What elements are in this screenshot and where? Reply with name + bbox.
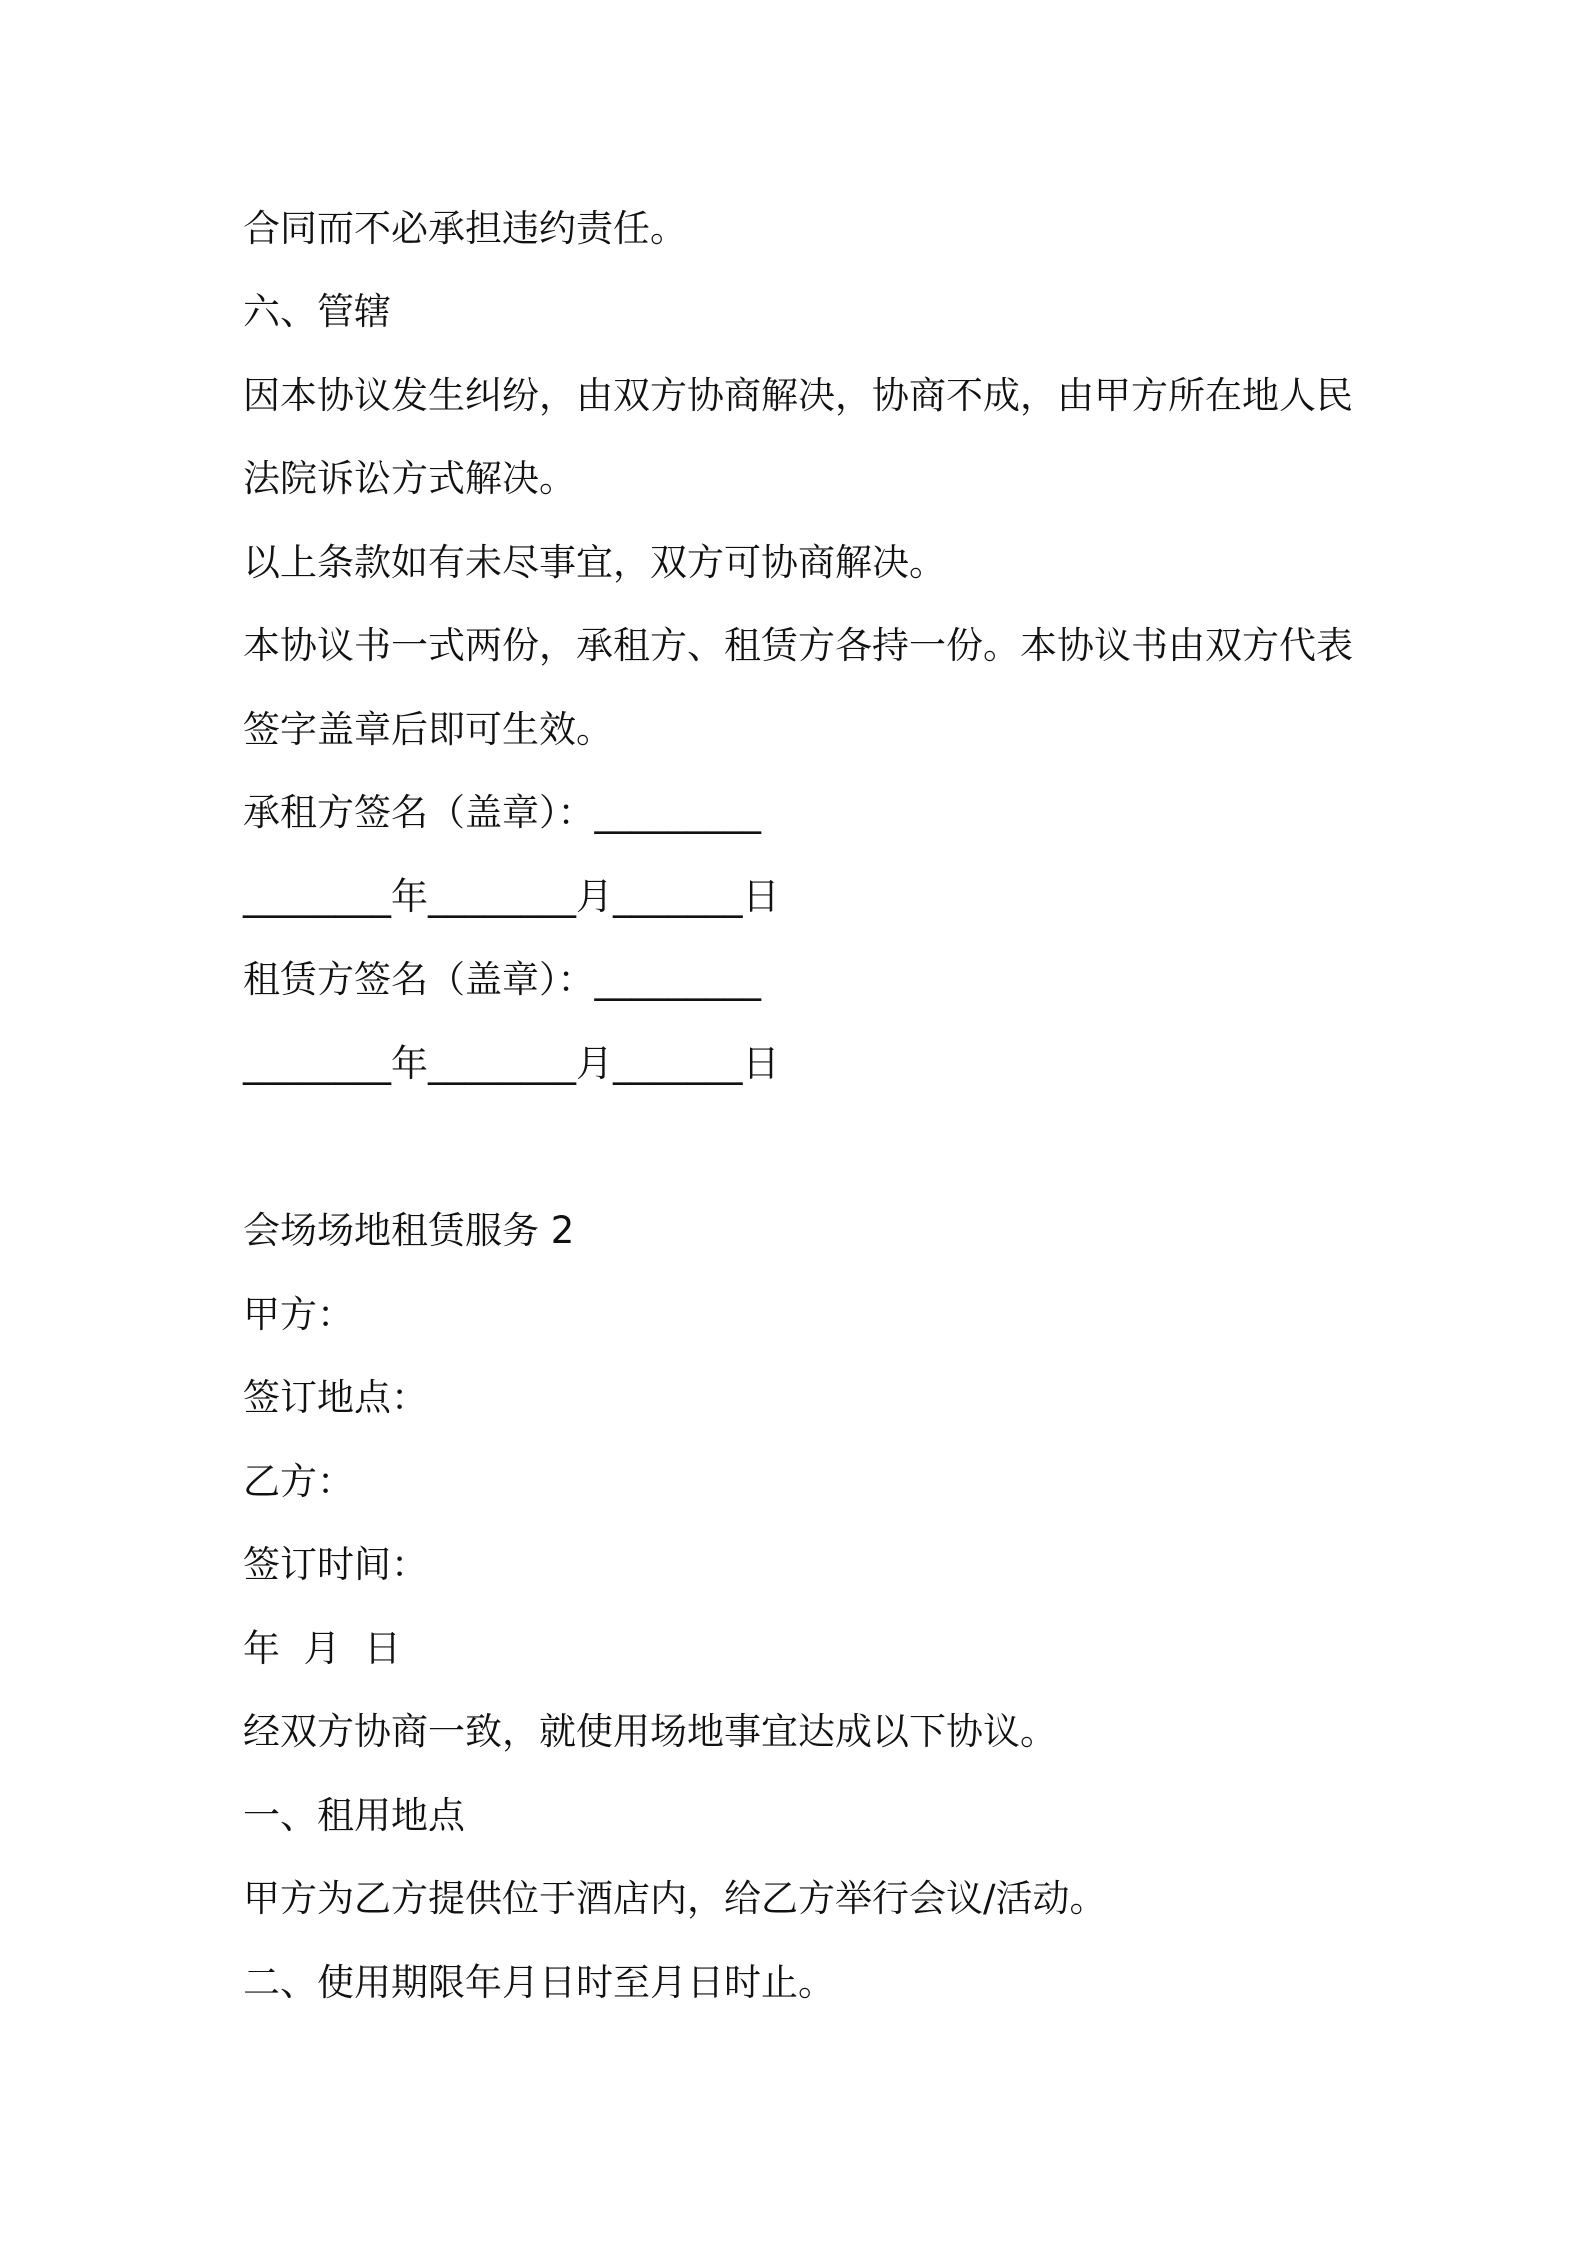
paragraph-line: 甲方为乙方提供位于酒店内，给乙方举行会议/活动。 [243, 1877, 1107, 1920]
lessee-signature-line: 承租方签名（盖章）：_________ [243, 791, 761, 834]
date-field: 年 月 日 [243, 1627, 402, 1670]
section-heading-jurisdiction: 六、管辖 [243, 290, 391, 333]
party-b-field: 乙方： [243, 1460, 354, 1503]
paragraph-line: 签字盖章后即可生效。 [243, 708, 613, 751]
signing-time-field: 签订时间： [243, 1543, 428, 1586]
party-a-field: 甲方： [243, 1293, 354, 1336]
paragraph-line: 合同而不必承担违约责任。 [243, 207, 687, 250]
lessor-date-line: ________年________月_______日 [243, 1042, 780, 1085]
signing-place-field: 签订地点： [243, 1376, 428, 1419]
lessor-signature-line: 租赁方签名（盖章）：_________ [243, 958, 761, 1001]
paragraph-line: 法院诉讼方式解决。 [243, 457, 576, 500]
section-heading-location: 一、租用地点 [243, 1794, 465, 1837]
paragraph-line: 因本协议发生纠纷，由双方协商解决，协商不成，由甲方所在地人民 [243, 374, 1353, 417]
section-title: 会场场地租赁服务 2 [243, 1209, 575, 1252]
paragraph-line: 本协议书一式两份，承租方、租赁方各持一份。本协议书由双方代表 [243, 624, 1353, 667]
lessee-date-line: ________年________月_______日 [243, 875, 780, 918]
paragraph-line: 以上条款如有未尽事宜，双方可协商解决。 [243, 541, 946, 584]
section-heading-period: 二、使用期限年月日时至月日时止。 [243, 1961, 835, 2004]
paragraph-line: 经双方协商一致，就使用场地事宜达成以下协议。 [243, 1710, 1057, 1753]
